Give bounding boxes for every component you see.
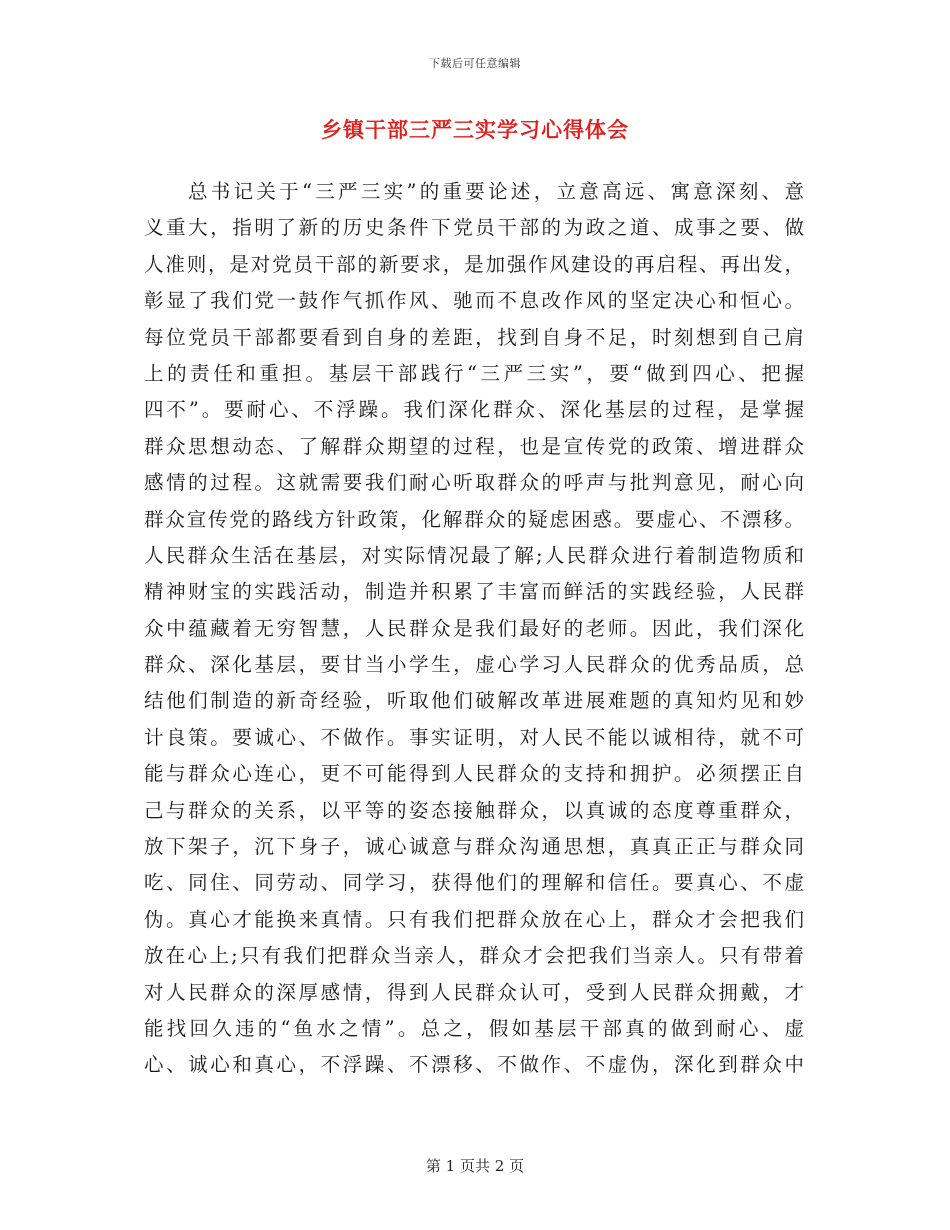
body-line: 彰显了我们党一鼓作气抓作风、驰而不息改作风的坚定决心和恒心。 (144, 289, 804, 313)
body-line: 能找回久违的“鱼水之情”。总之，假如基层干部真的做到耐心、虚 (144, 1016, 804, 1040)
body-line: 放下架子，沉下身子，诚心诚意与群众沟通思想，真真正正与群众同 (144, 835, 804, 859)
body-line: 放在心上;只有我们把群众当亲人，群众才会把我们当亲人。只有带着 (144, 944, 804, 968)
document-title: 乡镇干部三严三实学习心得体会 (321, 118, 629, 142)
body-line: 吃、同住、同劳动、同学习，获得他们的理解和信任。要真心、不虚 (144, 871, 804, 895)
document-body (144, 177, 804, 1087)
body-line: 上的责任和重担。基层干部践行“三严三实”，要“做到四心、把握 (144, 361, 804, 385)
body-line: 群众思想动态、了解群众期望的过程，也是宣传党的政策、增进群众 (144, 434, 804, 458)
body-line: 群众、深化基层，要甘当小学生，虚心学习人民群众的优秀品质，总 (144, 653, 804, 677)
body-line: 每位党员干部都要看到自身的差距，找到自身不足，时刻想到自己肩 (144, 325, 804, 349)
body-line: 群众宣传党的路线方针政策，化解群众的疑虑困惑。要虚心、不漂移。 (144, 507, 804, 531)
body-line: 精神财宝的实践活动，制造并积累了丰富而鲜活的实践经验，人民群 (144, 580, 804, 604)
body-line: 心、诚心和真心，不浮躁、不漂移、不做作、不虚伪，深化到群众中 (144, 1053, 804, 1077)
body-line: 计良策。要诚心、不做作。事实证明，对人民不能以诚相待，就不可 (144, 725, 804, 749)
body-line: 总书记关于“三严三实”的重要论述，立意高远、寓意深刻、意 (188, 180, 804, 203)
header-note: 下载后可任意编辑 (429, 57, 521, 70)
body-line: 结他们制造的新奇经验，听取他们破解改革进展难题的真知灼见和妙 (144, 689, 804, 713)
body-line: 四不”。要耐心、不浮躁。我们深化群众、深化基层的过程，是掌握 (144, 398, 804, 422)
body-line: 能与群众心连心，更不可能得到人民群众的支持和拥护。必须摆正自 (144, 762, 804, 786)
body-line: 伪。真心才能换来真情。只有我们把群众放在心上，群众才会把我们 (144, 907, 804, 931)
body-line: 众中蕴藏着无穷智慧，人民群众是我们最好的老师。因此，我们深化 (144, 616, 804, 640)
body-line: 感情的过程。这就需要我们耐心听取群众的呼声与批判意见，耐心向 (144, 471, 804, 495)
body-line: 义重大，指明了新的历史条件下党员干部的为政之道、成事之要、做 (144, 216, 804, 240)
body-line: 人准则，是对党员干部的新要求，是加强作风建设的再启程、再出发， (144, 252, 804, 276)
body-line: 己与群众的关系，以平等的姿态接触群众，以真诚的态度尊重群众， (144, 798, 804, 822)
body-line: 对人民群众的深厚感情，得到人民群众认可，受到人民群众拥戴，才 (144, 980, 804, 1004)
body-line: 人民群众生活在基层，对实际情况最了解;人民群众进行着制造物质和 (144, 543, 804, 567)
page-number: 第 1 页共 2 页 (425, 1157, 525, 1175)
